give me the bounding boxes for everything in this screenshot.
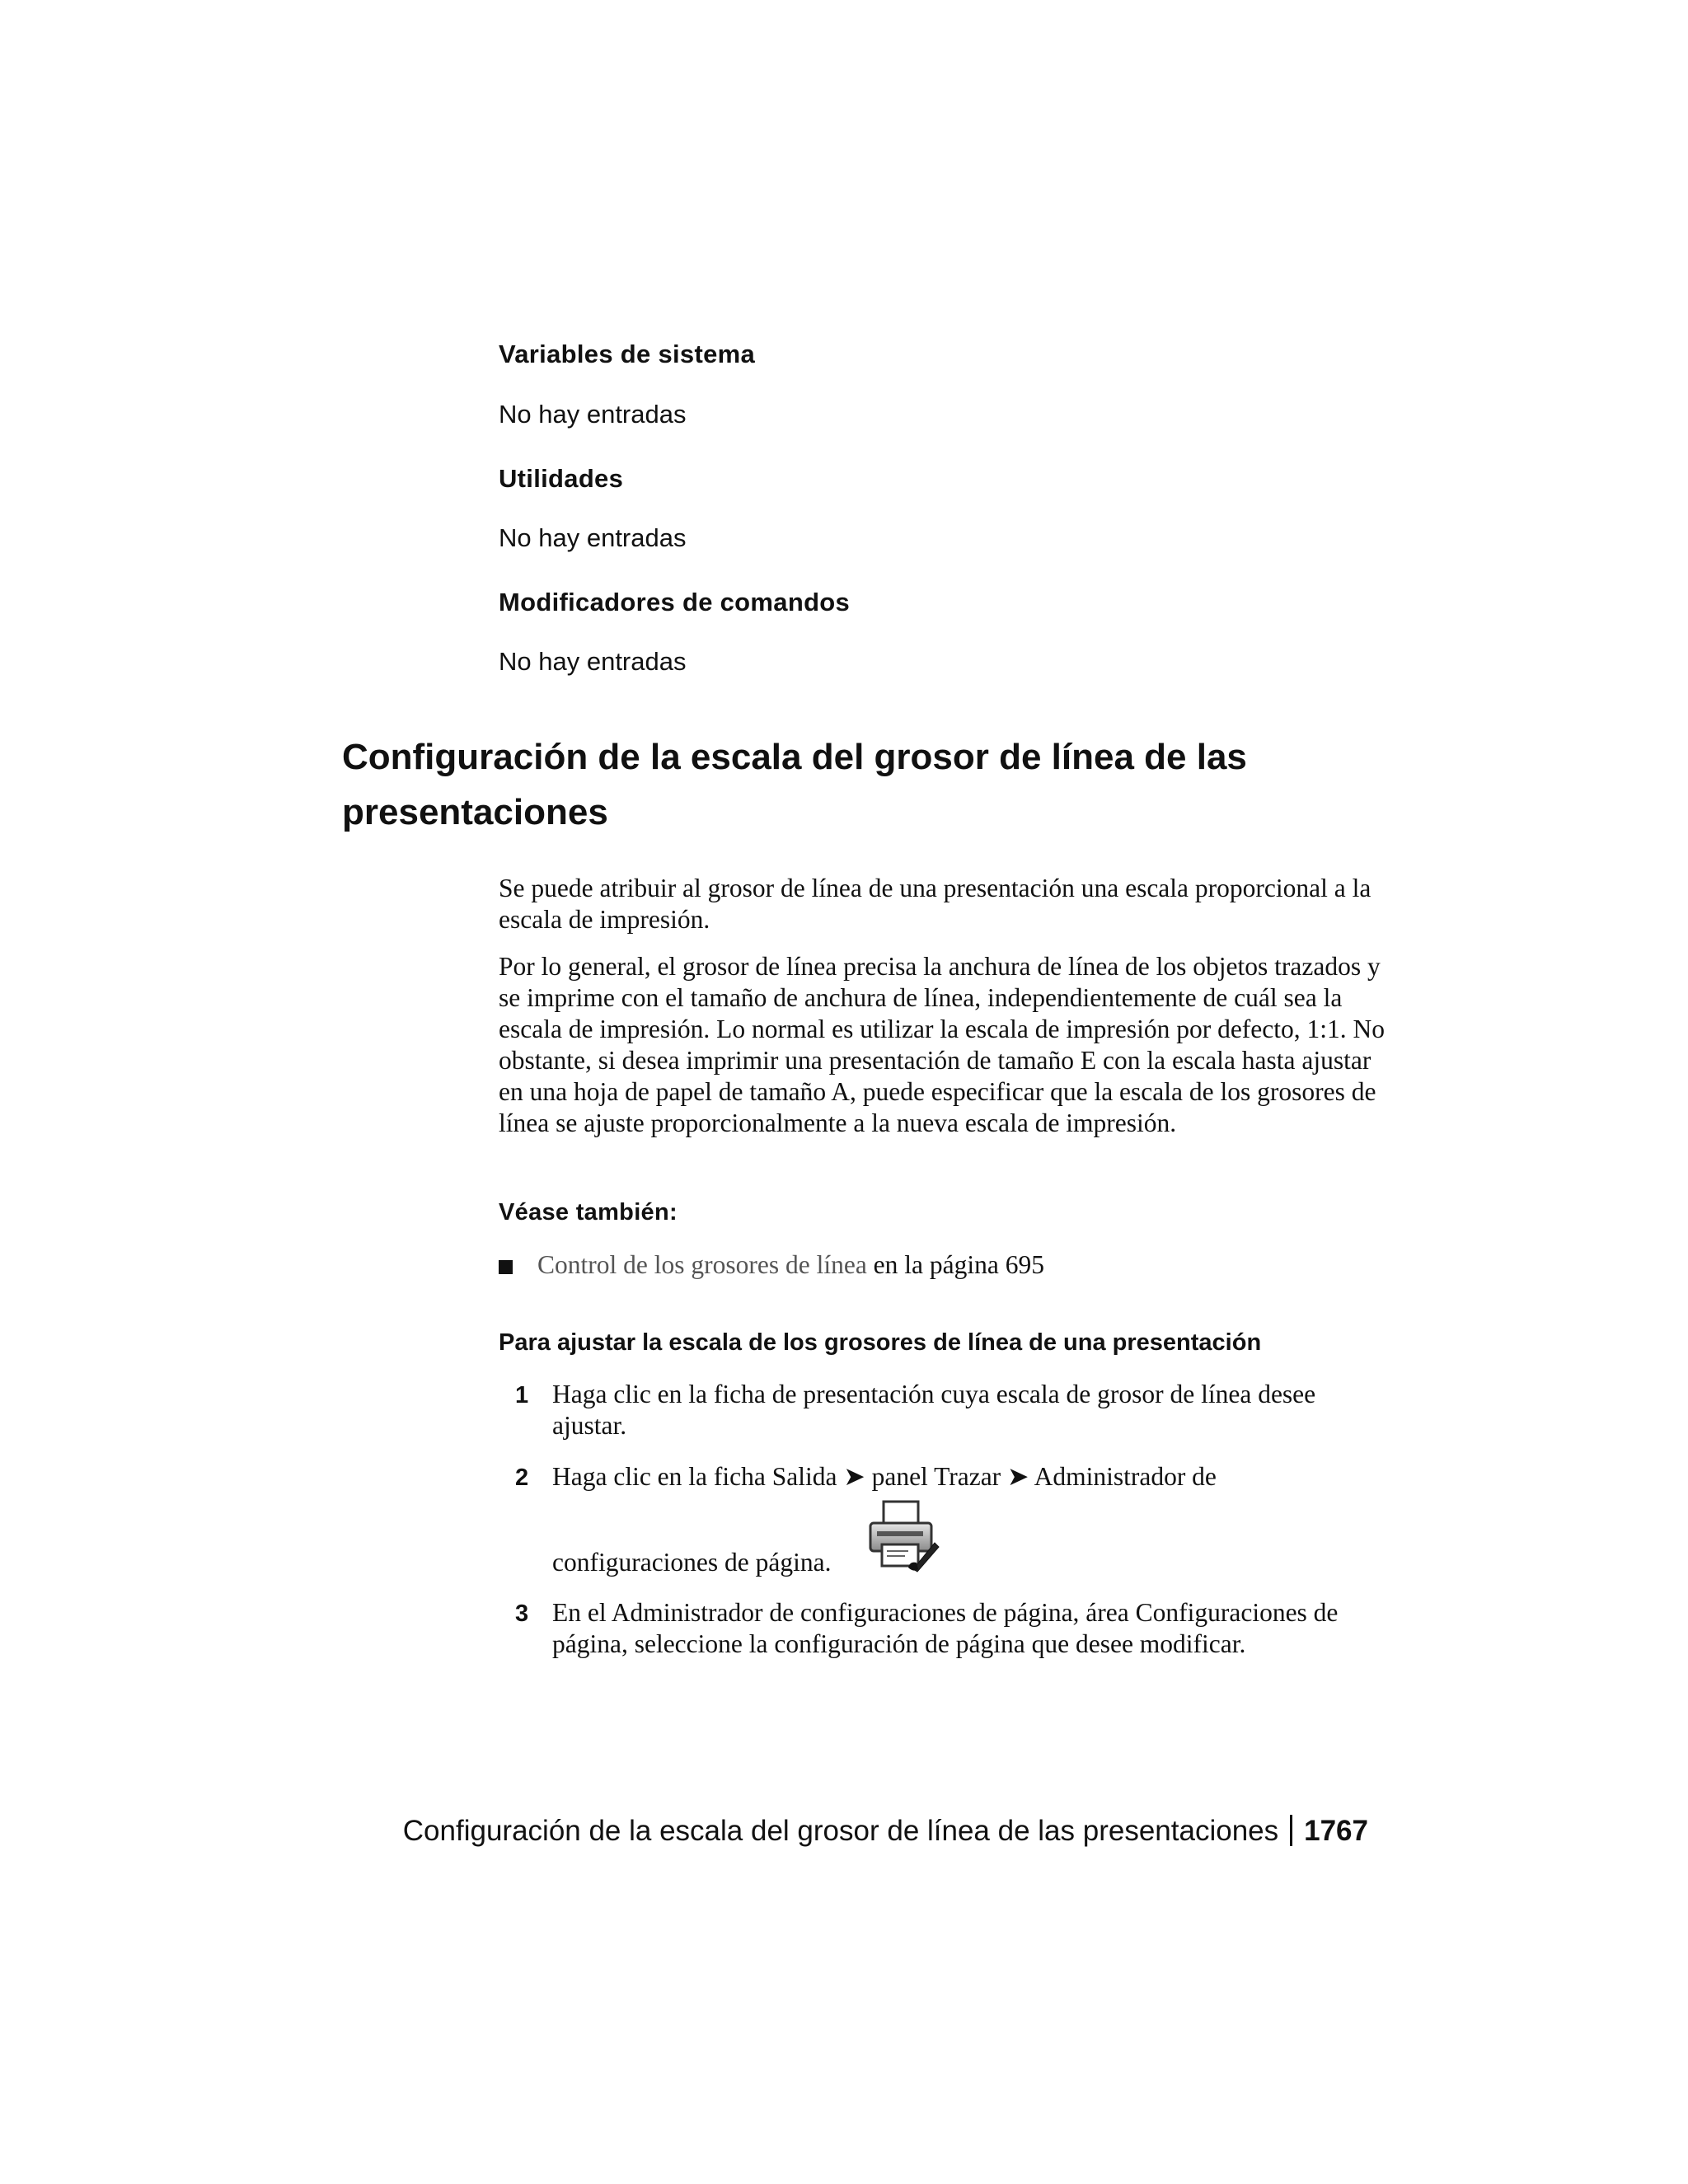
command-modifiers-heading: Modificadores de comandos [499,588,851,616]
step-text-line2: configuraciones de página. [552,1548,832,1577]
see-also-link[interactable]: Control de los grosores de línea [537,1250,867,1279]
command-modifiers-text: No hay entradas [499,647,687,676]
section-title-line1: Configuración de la escala del grosor de línea de las [342,737,1247,777]
step-number: 2 [515,1465,529,1491]
step-text-line1: Haga clic en la ficha Salida ➤ panel Trazar ➤ Administrador de [552,1462,1217,1491]
intro-paragraph: Se puede atribuir al grosor de línea de una presentación una escala proporcional a la escala de impresión. [499,874,1372,934]
section-title [342,729,1247,840]
footer-title: Configuración de la escala del grosor de línea de las presentaciones [402,1815,1279,1847]
see-also-heading: Véase también: [499,1199,678,1226]
bullet-square-icon [499,1260,513,1274]
footer-separator [1290,1815,1292,1846]
utilities-heading: Utilidades [499,464,624,493]
system-variables-heading: Variables de sistema [499,340,756,368]
page-setup-manager-icon [865,1498,940,1572]
see-also-item [537,1250,1044,1280]
utilities-text: No hay entradas [499,523,687,552]
page-number: 1767 [1304,1815,1368,1847]
page-footer [403,1815,1368,1848]
procedure-title: Para ajustar la escala de los grosores de línea de una presentación [499,1329,1262,1356]
step-number: 3 [515,1601,529,1627]
step-text: Haga clic en la ficha de presentación cuya escala de grosor de línea desee ajustar. [552,1380,1316,1440]
section-title-line2: presentaciones [342,792,608,832]
see-also-page-ref: en la página 695 [866,1250,1044,1279]
step-number: 1 [515,1382,529,1408]
system-variables-text: No hay entradas [499,400,687,429]
step-text: En el Administrador de configuraciones de página, área Configuraciones de página, seleccione la configuración de página que desee modificar. [552,1598,1339,1658]
detail-paragraph: Por lo general, el grosor de línea precisa la anchura de línea de los objetos trazados y se imprime con el tamaño de anchura de línea, independientemente de cuál sea la escala de impresión. Lo normal es utilizar la escala de impresión por defecto, 1:1. No obstante, si desea imprimir una presentación de tamaño E con la escala hasta ajustar en una hoja de papel de tamaño A, puede especificar que la escala de los grosores de línea se ajuste proporcionalmente a la nueva escala de impresión. [499,952,1385,1137]
